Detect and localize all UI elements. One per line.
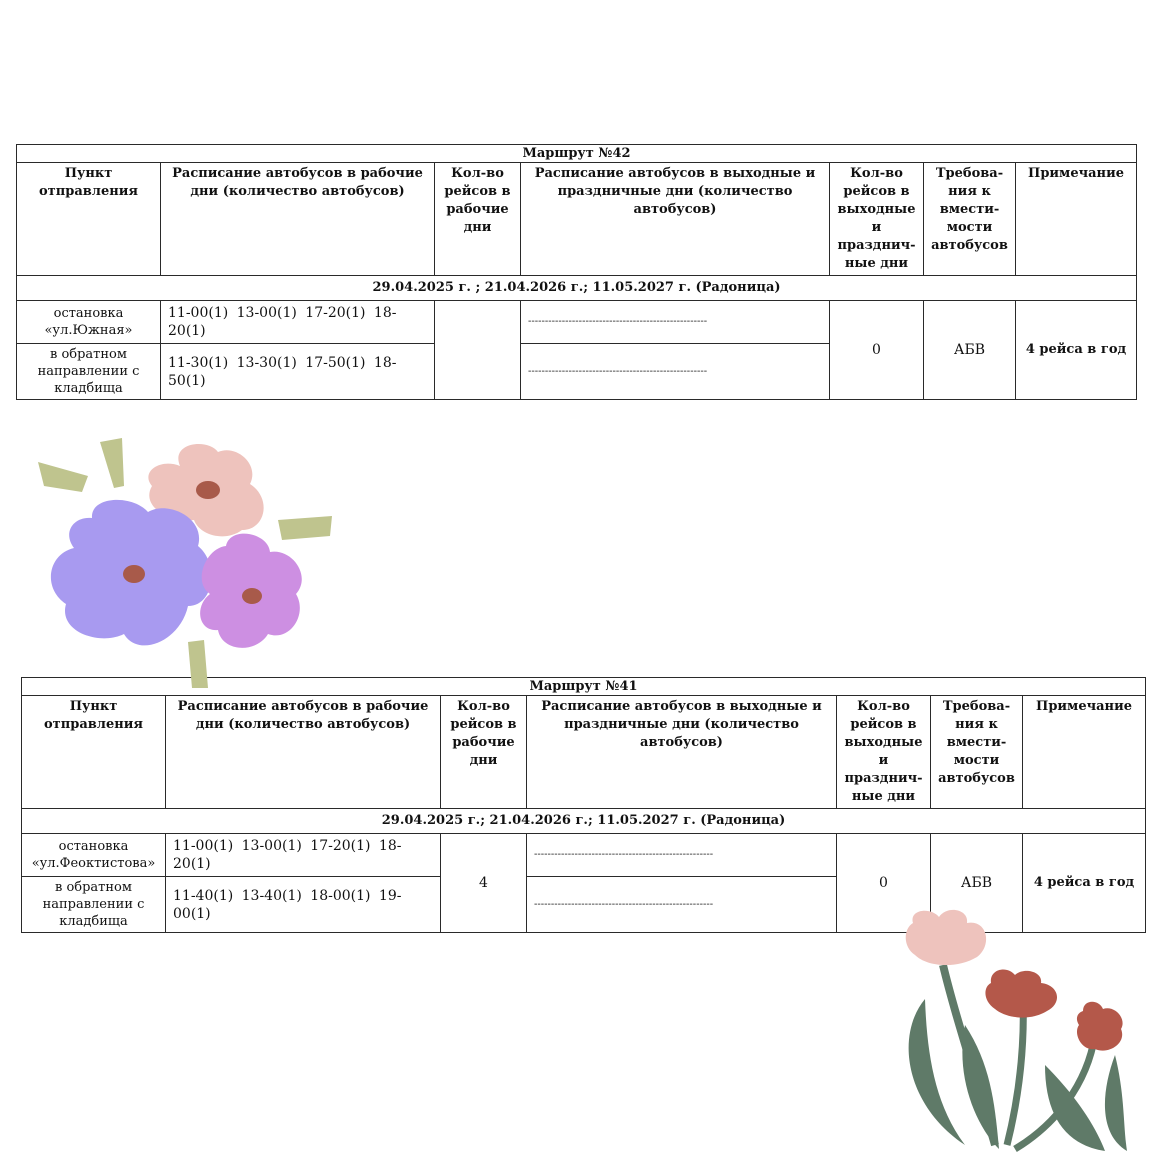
header-holiday-schedule: Расписание автобусов в выходные и праздничные дни (количество автобусов) [521,163,830,276]
header-weekday-trips: Кол-во рейсов в рабочие дни [435,163,521,276]
header-weekday-schedule: Расписание автобусов в рабочие дни (количество автобусов) [161,163,435,276]
header-weekday-trips: Кол-во рейсов в рабочие дни [441,696,527,809]
holiday-times: ----------------------------------------------------- [521,344,830,400]
route-title: Маршрут №41 [22,678,1146,696]
holiday-times: ----------------------------------------------------- [521,301,830,344]
holiday-trips-count: 0 [837,834,931,933]
departure-point: в обратном направлении с кладбища [22,877,166,933]
header-point: Пункт отправления [17,163,161,276]
header-holiday-schedule: Расписание автобусов в выходные и праздничные дни (количество автобусов) [527,696,837,809]
note-value: 4 рейса в год [1023,834,1146,933]
header-capacity: Требова-ния к вмести-мости автобусов [931,696,1023,809]
capacity-value: АБВ [924,301,1016,400]
note-value: 4 рейса в год [1016,301,1137,400]
weekday-times: 11-30(1) 13-30(1) 17-50(1) 18-50(1) [161,344,435,400]
header-holiday-trips: Кол-во рейсов в выходные и празднич-ные дни [837,696,931,809]
header-holiday-trips: Кол-во рейсов в выходные и празднич-ные дни [830,163,924,276]
header-note: Примечание [1016,163,1137,276]
weekday-times: 11-40(1) 13-40(1) 18-00(1) 19-00(1) [166,877,441,933]
departure-point: остановка «ул.Феоктистова» [22,834,166,877]
flower-bouquet-icon [30,436,340,691]
weekday-trips-count [435,301,521,400]
weekday-times: 11-00(1) 13-00(1) 17-20(1) 18-20(1) [161,301,435,344]
weekday-trips-count: 4 [441,834,527,933]
capacity-value: АБВ [931,834,1023,933]
dates-row: 29.04.2025 г.; 21.04.2026 г.; 11.05.2027 г. (Радоница) [22,809,1146,834]
dates-row: 29.04.2025 г. ; 21.04.2026 г.; 11.05.2027 г. (Радоница) [17,276,1137,301]
header-weekday-schedule: Расписание автобусов в рабочие дни (количество автобусов) [166,696,441,809]
holiday-trips-count: 0 [830,301,924,400]
tulips-icon [895,905,1135,1153]
holiday-times: ----------------------------------------------------- [527,877,837,933]
departure-point: остановка «ул.Южная» [17,301,161,344]
route-42-table [16,144,1137,400]
header-point: Пункт отправления [22,696,166,809]
weekday-times: 11-00(1) 13-00(1) 17-20(1) 18-20(1) [166,834,441,877]
holiday-times: ----------------------------------------------------- [527,834,837,877]
header-capacity: Требова-ния к вмести-мости автобусов [924,163,1016,276]
departure-point: в обратном направлении с кладбища [17,344,161,400]
route-title: Маршрут №42 [17,145,1137,163]
header-note: Примечание [1023,696,1146,809]
route-41-table [21,677,1146,933]
